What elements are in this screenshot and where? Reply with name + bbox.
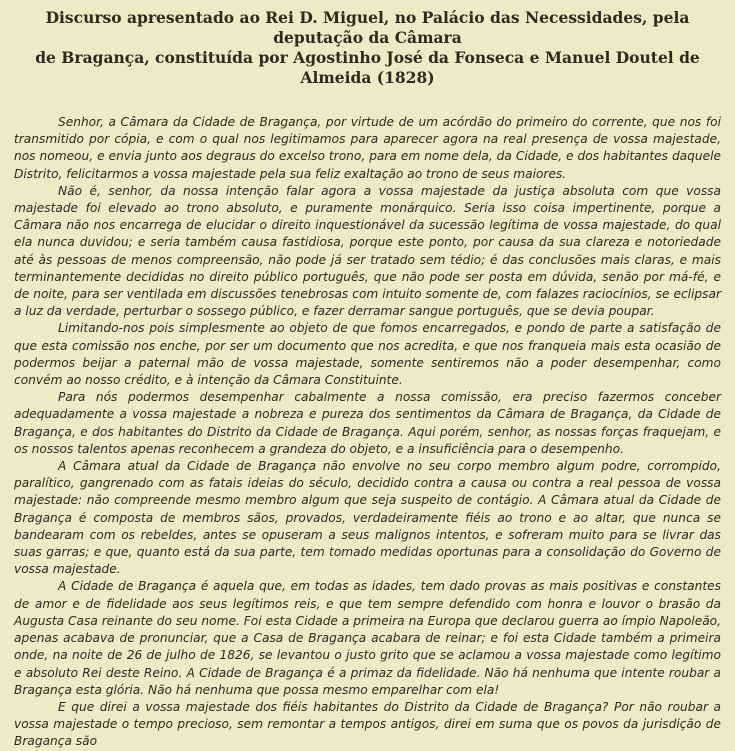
paragraph: Não é, senhor, da nossa intenção falar agora a vossa majestade da justiça absoluta com que vossa majestade foi elevado ao trono absoluto, e puramente monárquico. Seria isso coisa impertinente, porque a Câmara não nos encarrega de elucidar o direito inquestionável da sucessão legítima de vossa majestade, do qual ela nunca duvidou; e seria também causa fastidiosa, porque este ponto, por causa da sua clareza e notoriedade até às pessoas de menos compreensão, não pode já ser tratado sem tédio; é das conclusões mais claras, e mais terminantemente decididas no direito público português, que não pode ser posta em dúvida, senão por má-fé, e de noite, para ser ventilada em discussões tenebrosas com intuito somente de, com falazes raciocínios, se eclipsar a luz da verdade, perturbar o sossego público, e fazer derramar sangue português, que se devia poupar. [14, 183, 721, 319]
document-title [18, 8, 717, 88]
document-page [0, 8, 735, 749]
paragraph: Limitando-nos pois simplesmente ao objeto de que fomos encarregados, e pondo de parte a satisfação de que esta comissão nos enche, por ser um documento que nos acredita, e que nos franqueia mais esta ocasião de podermos beijar a paternal mão de vossa majestade, somente sentiremos não a poder desempenhar, como convém ao nosso crédito, e à intenção da Câmara Constituinte. [14, 321, 721, 388]
paragraph: Para nós podermos desempenhar cabalmente a nossa comissão, era preciso fazermos conceber adequadamente a vossa majestade a nobreza e pureza dos sentimentos da Câmara de Bragança, da Cidade de Bragança, e dos habitantes do Distrito da Cidade de Bragança. Aqui porém, senhor, as nossas forças fraquejam, e os nossos talentos apenas reconhecem a grandeza do objeto, e a insuficiência para o desempenho. [14, 390, 721, 456]
paragraph: A Câmara atual da Cidade de Bragança não envolve no seu corpo membro algum podre, corrompido, paralítico, gangrenado com as fatais ideias do século, decidido contra a causa ou contra a real pessoa de vossa majestade: não compreende mesmo membro algum que seja suspeito de contágio. A Câmara atual da Cidade de Bragança é composta de membros sãos, provados, verdadeiramente fiéis ao trono e ao altar, que nunca se bandearam com os rebeldes, antes se opuseram a seus malignos intentos, e sofreram muito para se livrar das suas garras; e que, quanto está da sua parte, tem tomado medidas oportunas para a consolidação do Governo de vossa majestade. [14, 459, 721, 577]
title-line-2: de Bragança, constituída por Agostinho José da Fonseca e Manuel Doutel de Almeida (1828) [35, 48, 700, 87]
paragraph: Senhor, a Câmara da Cidade de Bragança, por virtude de um acórdão do primeiro do corrente, que nos foi transmitido por cópia, e com o qual nos legitimamos para aparecer agora na real presença de vossa majestade, nos nomeou, e envia junto aos degraus do excelso trono, para em nome dela, da Cidade, e dos habitantes daquele Distrito, felicitarmos a vossa majestade pela sua feliz exaltação ao trono de seus maiores. [14, 115, 721, 181]
paragraph: E que direi a vossa majestade dos fiéis habitantes do Distrito da Cidade de Bragança? Por não roubar a vossa majestade o tempo precioso, sem remontar a tempos antigos, direi em suma que os povos da jurisdição de Bragança são [14, 699, 721, 749]
document-body [14, 114, 721, 751]
title-line-1: Discurso apresentado ao Rei D. Miguel, no Palácio das Necessidades, pela deputação da Câmara [45, 8, 690, 47]
paragraph: A Cidade de Bragança é aquela que, em todas as idades, tem dado provas as mais positivas e constantes de amor e de fidelidade aos seus legítimos reis, e que tem sempre defendido com honra e louvor o brasão da Augusta Casa reinante do seu nome. Foi esta Cidade a primeira na Europa que declarou guerra ao ímpio Napoleão, apenas acabava de pronunciar, que a Casa de Bragança acabara de reinar; e foi esta Cidade também a primeira onde, na noite de 26 de julho de 1826, se levantou o justo grito que se aclamou a vossa majestade como legítimo e absoluto Rei deste Reino. A Cidade de Bragança é a primaz da fidelidade. Não há nenhuma que intente roubar a Bragança esta glória. Não há nenhuma que possa mesmo emparelhar com ela! [14, 579, 721, 697]
